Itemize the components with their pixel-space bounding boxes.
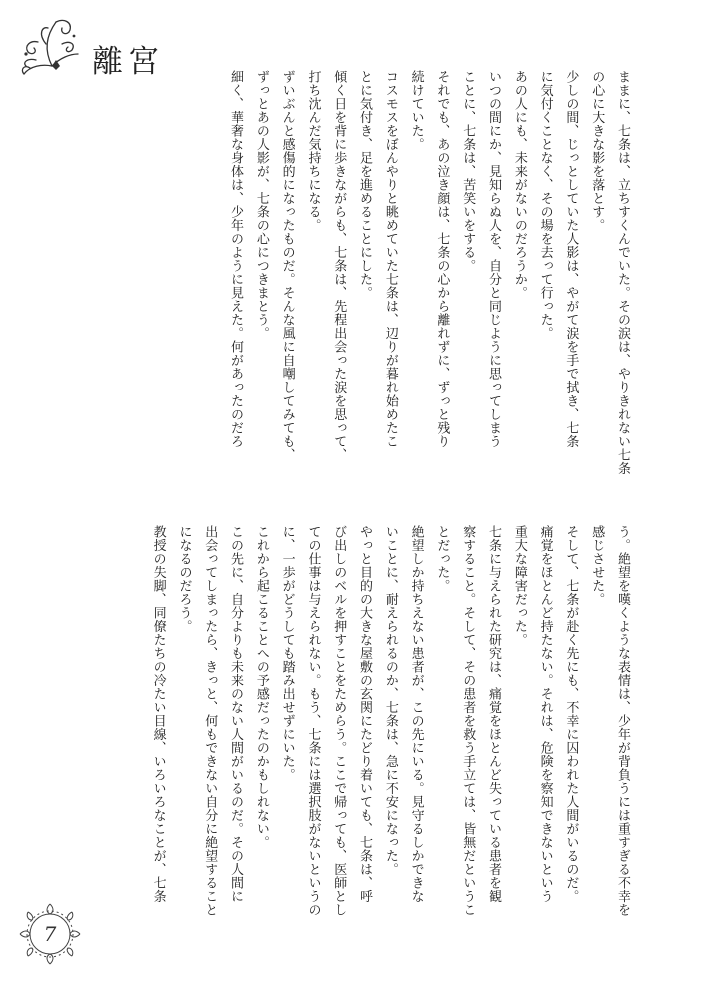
text-column: 七条に与えられた研究は、痛覚をほとんど失っている患者を観 <box>486 525 502 903</box>
text-column: あの人にも、未来がないのだろうか。 <box>511 70 527 300</box>
text-column: に気付くことなく、その場を去って行った。 <box>537 70 553 340</box>
body-text-top <box>222 70 635 490</box>
text-column: び出しのベルを押すことをためらう。ここで帰っても、医師とし <box>331 525 347 917</box>
text-column: 重大な障害だった。 <box>511 525 527 647</box>
text-column: やっと目的の大きな屋敷の玄関にたどり着いても、七条は、呼 <box>357 525 373 903</box>
text-column: これから起こることへの予感だったのかもしれない。 <box>253 525 269 849</box>
text-column: 察すること。そして、その患者を救う手立ては、皆無だというこ <box>460 525 476 917</box>
text-column: う。絶望を嘆くような表情は、少年が背負うには重すぎる不幸を <box>615 525 630 917</box>
text-column: 少しの間、じっとしていた人影は、やがて涙を手で拭き、七条 <box>563 70 579 448</box>
page-title: 離宮 <box>92 43 164 80</box>
text-column: それでも、あの泣き顔は、七条の心から離れずに、ずっと残り <box>434 70 450 448</box>
text-column: コスモスをぼんやりと眺めていた七条は、辺りが暮れ始めたこ <box>382 70 398 448</box>
text-column: 感じさせた。 <box>589 525 605 606</box>
text-column: に、一歩がどうしても踏み出せずにいた。 <box>279 525 295 782</box>
text-column: いことに、耐えられるのか、七条は、急に不安になった。 <box>382 525 398 876</box>
text-column: の心に大きな影を落とす。 <box>589 70 605 232</box>
flourish-ornament-icon <box>16 14 82 80</box>
text-column: ままに、七条は、立ちすくんでいた。その涙は、やりきれない七条 <box>615 70 630 475</box>
text-column: になるのだろう。 <box>176 525 192 633</box>
text-column: 打ち沈んだ気持ちになる。 <box>305 70 321 232</box>
text-column: 痛覚をほとんど持たない。それは、危険を察知できないという <box>537 525 553 903</box>
text-column: 教授の失脚、同僚たちの冷たい目線、いろいろなことが、七条 <box>150 525 166 903</box>
text-column: ずいぶんと感傷的になったものだ。そんな風に自嘲してみても、 <box>279 70 295 462</box>
text-column: 出会ってしまったら、きっと、何もできない自分に絶望すること <box>202 525 218 917</box>
text-column: いつの間にか、見知らぬ人を、自分と同じように思ってしまう <box>486 70 502 448</box>
text-column: とだった。 <box>434 525 450 593</box>
text-column: 細く、華奢な身体は、少年のように見えた。何があったのだろ <box>228 70 244 448</box>
text-column: 絶望しか持ちえない患者が、この先にいる。見守るしかできな <box>408 525 424 903</box>
text-column: とに気付き、足を進めることにした。 <box>357 70 373 300</box>
text-column: 傾く日を背に歩きながらも、七条は、先程出会った涙を思って、 <box>331 70 347 462</box>
text-column: ことに、七条は、苦笑いをする。 <box>460 70 476 273</box>
text-column: そして、七条が赴く先にも、不幸に囚われた人間がいるのだ。 <box>563 525 579 903</box>
text-column: ての仕事は与えられない。もう、七条には選択肢がないというの <box>305 525 321 917</box>
text-column: この先に、自分よりも未来のない人間がいるのだ。その人間に <box>228 525 244 903</box>
body-text-bottom <box>145 525 635 945</box>
text-column: 続けていた。 <box>408 70 424 151</box>
text-column: ずっとあの人影が、七条の心につきまとう。 <box>253 70 269 340</box>
page-number: 7 <box>43 922 57 946</box>
